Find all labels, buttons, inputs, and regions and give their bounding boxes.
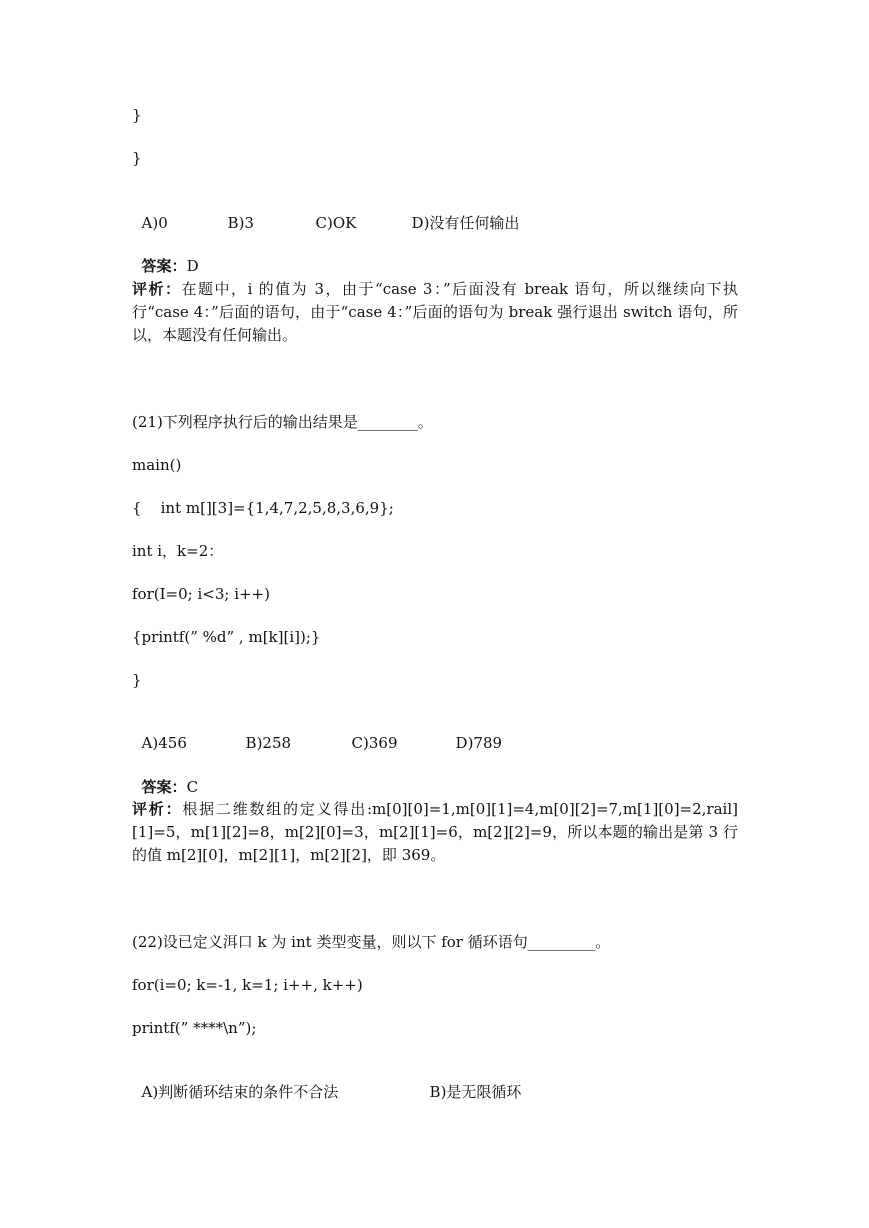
question-21: (21)下列程序执行后的输出结果是________。 <box>132 413 433 431</box>
options-row <box>132 193 519 233</box>
answer-value: C <box>186 778 199 796</box>
code-line: { int m[][3]={1,4,7,2,5,8,3,6,9}; <box>132 499 394 517</box>
option-a: A)0 <box>141 214 168 232</box>
analysis-paragraph <box>132 278 738 347</box>
option-d: D)789 <box>455 734 503 752</box>
option-b: B)258 <box>245 734 292 752</box>
option-b: B)3 <box>227 214 254 232</box>
analysis-text: 在题中，i 的值为 3，由于“case 3：”后面没有 break 语句，所以继续向下执行“case 4：”后面的语句，由于“case 4：”后面的语句为 break 强行退出 switch 语句，所以，本题没有任何输出。 <box>132 280 738 344</box>
code-line: } <box>132 149 142 167</box>
answer-value: D <box>186 257 199 275</box>
option-a: A)判断循环结束的条件不合法 <box>141 1083 339 1101</box>
code-line: main() <box>132 456 182 474</box>
code-line: {printf(” %d” , m[k][i]);} <box>132 628 321 646</box>
code-line: } <box>132 106 142 124</box>
analysis-text: 根据二维数组的定义得出:m[0][0]=1,m[0][1]=4,m[0][2]=7,m[1][0]=2,rail][1]=5，m[1][2]=8，m[2][0]=3，m[2][1]=6，m[2][2]=9，所以本题的输出是第 3 行的值 m[2][0]，m[2][1]，m[2][2]，即 369。 <box>132 800 738 864</box>
option-b: B)是无限循环 <box>429 1083 522 1101</box>
question-22: (22)设已定义洱口 k 为 int 类型变量，则以下 for 循环语句_________。 <box>132 933 611 951</box>
code-line: for(i=0; k=-1, k=1; i++, k++) <box>132 976 363 994</box>
answer-label: 答案： <box>141 778 187 796</box>
analysis-label: 评析： <box>132 280 182 298</box>
options-row <box>132 1062 521 1102</box>
option-c: C)369 <box>351 734 398 752</box>
code-line: for(I=0; i<3; i++) <box>132 585 270 603</box>
code-line: int i，k=2： <box>132 542 224 560</box>
option-a: A)456 <box>141 734 187 752</box>
option-c: C)OK <box>315 214 357 232</box>
code-line: } <box>132 671 142 689</box>
analysis-paragraph <box>132 798 738 867</box>
option-d: D)没有任何输出 <box>411 214 520 232</box>
analysis-label: 评析： <box>132 800 183 818</box>
options-row <box>132 713 502 753</box>
answer-line <box>132 757 198 797</box>
code-line: printf(” ****\n”); <box>132 1019 257 1037</box>
answer-label: 答案： <box>141 257 187 275</box>
answer-line <box>132 236 199 276</box>
